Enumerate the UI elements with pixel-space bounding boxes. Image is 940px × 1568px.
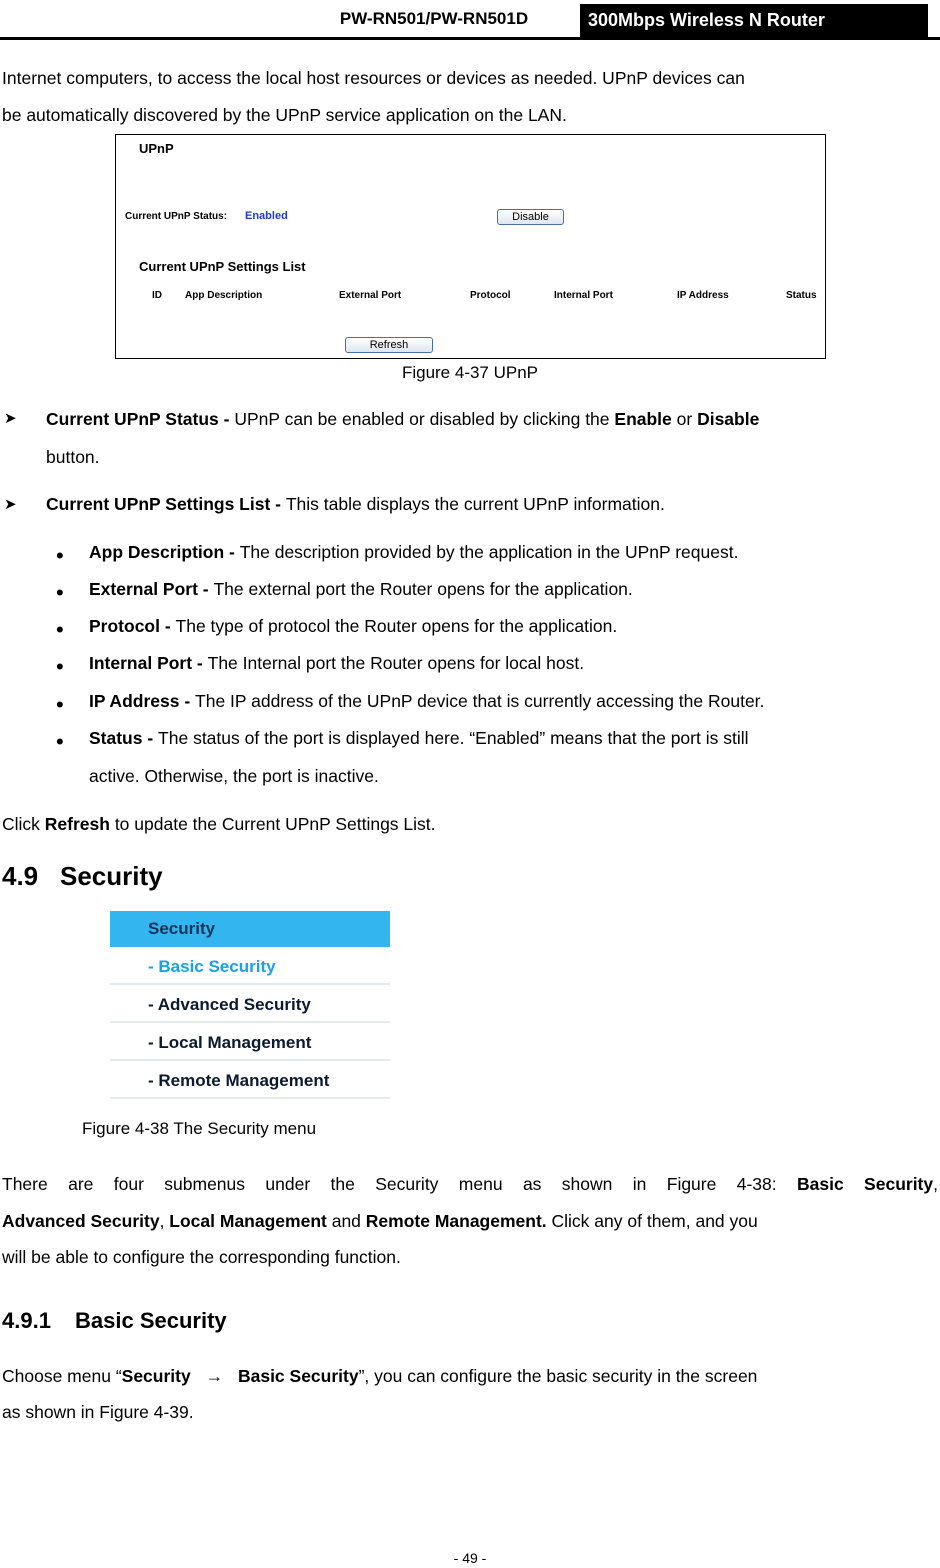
menu-item-security[interactable]: Security (110, 911, 390, 947)
item-status-disable: Disable (697, 409, 760, 429)
arrow-bullet-icon: ➤ (4, 410, 17, 427)
upnp-list-title: Current UPnP Settings List (139, 259, 306, 274)
menu-item-local-management[interactable]: - Local Management (110, 1025, 390, 1061)
para-local-management: Local Management (169, 1211, 327, 1231)
item-list-text: This table displays the current UPnP information. (285, 494, 665, 514)
bullet-app-description (89, 536, 937, 568)
item-status-or: or (671, 409, 698, 429)
bullet-text: The Internal port the Router opens for local host. (207, 653, 585, 673)
para-comma: , (933, 1174, 938, 1194)
bullet-dot-icon: • (56, 729, 64, 754)
bullet-text: The external port the Router opens for the application. (213, 579, 633, 599)
col-status: Status (786, 290, 817, 301)
menu-item-advanced-security[interactable]: - Advanced Security (110, 987, 390, 1023)
security-para-line-1 (2, 1168, 938, 1200)
section-title: Security (60, 861, 163, 891)
bullet-label: IP Address - (89, 691, 196, 711)
bullet-label: Protocol - (89, 616, 176, 636)
header-rule (0, 37, 940, 40)
col-internal-port: Internal Port (554, 290, 613, 301)
col-app-description: App Description (185, 290, 263, 301)
bullet-status (89, 722, 937, 754)
item-current-upnp-status (46, 403, 936, 435)
page-number: - 49 - (453, 1550, 487, 1566)
refresh-note-c: to update the Current UPnP Settings List. (109, 814, 436, 834)
bs-text-d: ”, you can configure the basic security in the screen (358, 1366, 758, 1386)
para-and: and (326, 1211, 366, 1231)
refresh-button[interactable]: Refresh (345, 337, 433, 353)
bullet-dot-icon: • (56, 692, 64, 717)
security-menu (110, 911, 390, 1101)
col-id: ID (152, 290, 162, 301)
figure-caption-security-menu: Figure 4-38 The Security menu (82, 1119, 317, 1138)
para-text-tail: Click any of them, and you (546, 1211, 758, 1231)
item-status-text-2: button. (46, 447, 100, 467)
security-para-line-2 (2, 1205, 938, 1237)
bullet-dot-icon: • (56, 617, 64, 642)
bs-security: Security (121, 1366, 191, 1386)
bullet-text: The IP address of the UPnP device that is currently accessing the Router. (195, 691, 765, 711)
menu-item-basic-security[interactable]: - Basic Security (110, 949, 390, 985)
refresh-note (2, 808, 938, 840)
subsection-number: 4.9.1 (2, 1308, 51, 1333)
disable-button[interactable]: Disable (497, 209, 564, 225)
item-status-enable: Enable (614, 409, 672, 429)
section-number: 4.9 (2, 861, 39, 891)
bullet-dot-icon: • (56, 543, 64, 568)
bullet-dot-icon: • (56, 580, 64, 605)
para-advanced-security: Advanced Security (2, 1211, 160, 1231)
refresh-note-a: Click (2, 814, 45, 834)
bullet-ip-address (89, 685, 937, 717)
intro-line-2: be automatically discovered by the UPnP service application on the LAN. (2, 105, 567, 125)
para-remote-management: Remote Management. (365, 1211, 547, 1231)
bullet-internal-port (89, 647, 937, 679)
col-ip-address: IP Address (677, 290, 729, 301)
subsection-title: Basic Security (75, 1308, 227, 1333)
menu-item-remote-management[interactable]: - Remote Management (110, 1063, 390, 1099)
refresh-note-b: Refresh (44, 814, 110, 834)
item-status-text: UPnP can be enabled or disabled by clicking the (234, 409, 615, 429)
basic-security-line-2: as shown in Figure 4-39. (2, 1402, 194, 1422)
bullet-label: External Port - (89, 579, 214, 599)
para-sep: , (159, 1211, 170, 1231)
bullet-label: Status - (89, 728, 159, 748)
bullet-text: The description provided by the application in the UPnP request. (239, 542, 739, 562)
bullet-status-line-2: active. Otherwise, the port is inactive. (89, 766, 379, 786)
intro-line-1: Internet computers, to access the local host resources or devices as needed. UPnP devices can (2, 68, 745, 88)
item-current-upnp-list (46, 488, 936, 520)
arrow-bullet-icon: ➤ (4, 496, 17, 513)
bullet-text: The type of protocol the Router opens for the application. (175, 616, 618, 636)
bullet-external-port (89, 573, 937, 605)
upnp-status-value: Enabled (245, 210, 288, 222)
para-text: There are four submenus under the Security menu as shown in Figure 4-38: (2, 1174, 797, 1194)
right-arrow-icon: → (205, 1366, 224, 1386)
bullet-text: The status of the port is displayed here. “Enabled” means that the port is still (158, 728, 749, 748)
security-para-line-3: will be able to configure the corresponding function. (2, 1247, 401, 1267)
item-list-label: Current UPnP Settings List - (46, 494, 286, 514)
item-status-label: Current UPnP Status - (46, 409, 235, 429)
header-product-badge: 300Mbps Wireless N Router (580, 4, 928, 40)
upnp-status-label: Current UPnP Status: (125, 211, 228, 222)
para-basic-security: Basic Security (796, 1174, 934, 1194)
col-protocol: Protocol (470, 290, 511, 301)
col-external-port: External Port (339, 290, 402, 301)
upnp-screenshot (115, 134, 826, 359)
bullet-protocol (89, 610, 937, 642)
bs-text-a: Choose menu “ (2, 1366, 122, 1386)
header-model: PW-RN501/PW-RN501D (339, 9, 529, 28)
upnp-title: UPnP (139, 141, 174, 156)
bullet-label: Internal Port - (89, 653, 208, 673)
bs-basic-security: Basic Security (237, 1366, 359, 1386)
figure-caption-upnp: Figure 4-37 UPnP (401, 363, 539, 382)
bullet-dot-icon: • (56, 654, 64, 679)
basic-security-line-1 (2, 1360, 938, 1392)
bullet-label: App Description - (89, 542, 240, 562)
